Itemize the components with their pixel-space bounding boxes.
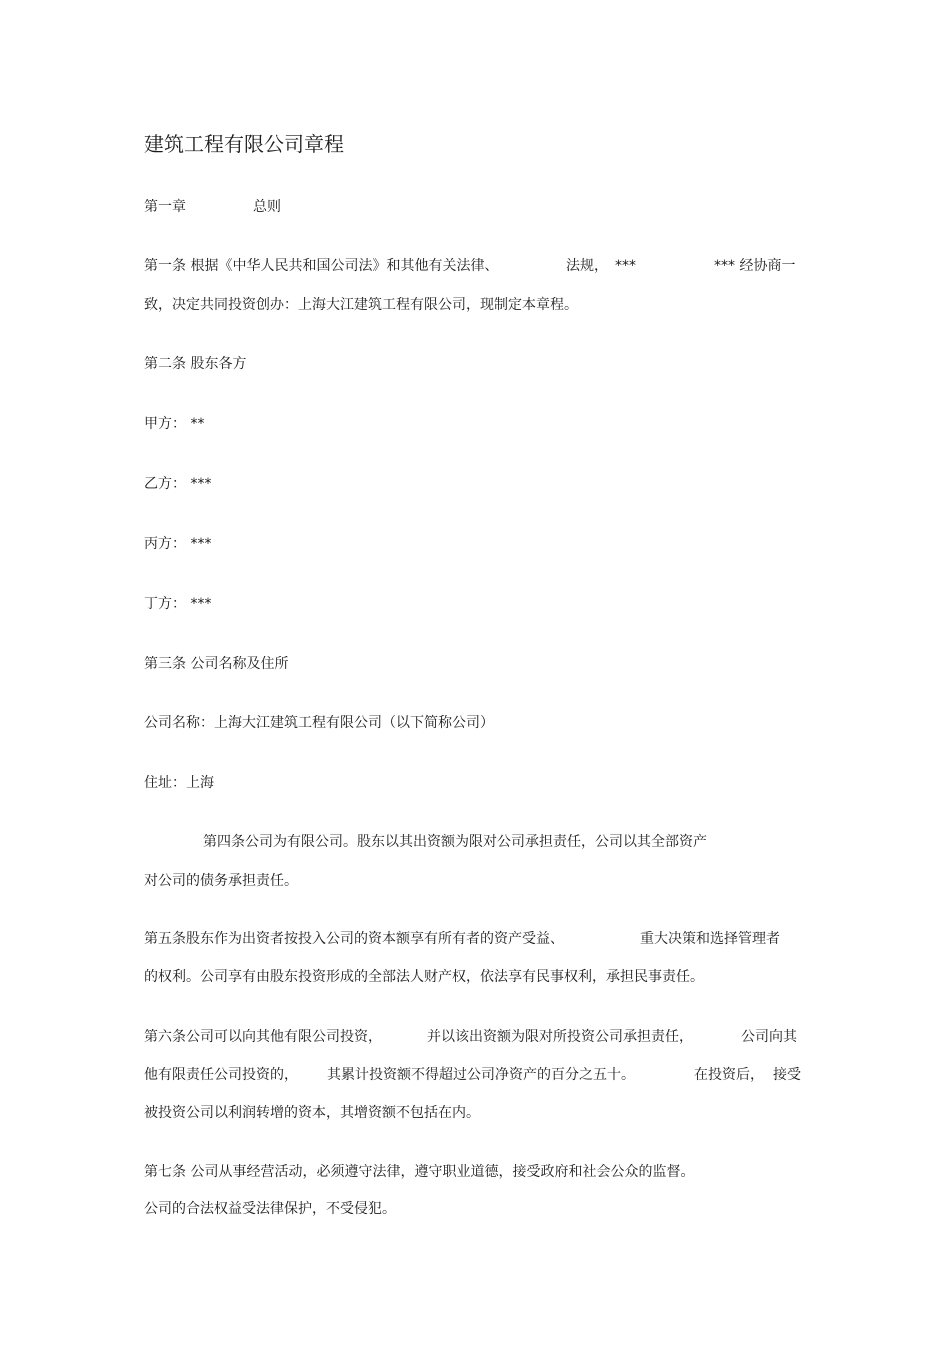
company-name: 公司名称：上海大江建筑工程有限公司（以下简称公司）	[144, 715, 494, 731]
article-1-text-b: 法规，	[566, 258, 608, 274]
party-d: 丁方： ***	[144, 596, 212, 612]
article-6-text-b: 并以该出资额为限对所投资公司承担责任，	[427, 1029, 693, 1045]
article-1-text-c: ***	[615, 258, 636, 274]
article-7-line-2: 公司的合法权益受法律保护，不受侵犯。	[144, 1201, 396, 1217]
party-c: 丙方： ***	[144, 536, 212, 552]
article-4-line-1: 第四条公司为有限公司。股东以其出资额为限对公司承担责任，公司以其全部资产	[203, 834, 707, 850]
article-6-text-g: 接受	[773, 1067, 801, 1083]
party-a: 甲方： **	[144, 416, 205, 432]
article-4-line-2: 对公司的债务承担责任。	[144, 873, 298, 889]
article-6-line-3: 被投资公司以利润转增的资本，其增资额不包括在内。	[144, 1105, 480, 1121]
article-2-heading: 第二条 股东各方	[144, 356, 247, 372]
chapter-name: 总则	[253, 199, 281, 215]
article-7-line-1: 第七条 公司从事经营活动，必须遵守法律，遵守职业道德，接受政府和社会公众的监督。	[144, 1164, 695, 1180]
article-6-text-a: 第六条公司可以向其他有限公司投资，	[144, 1029, 382, 1045]
article-6-text-e: 其累计投资额不得超过公司净资产的百分之五十。	[327, 1067, 635, 1083]
article-5-text-b: 重大决策和选择管理者	[640, 931, 780, 947]
article-6-text-f: 在投资后，	[694, 1067, 764, 1083]
document-title: 建筑工程有限公司章程	[144, 132, 344, 156]
article-5-text-a: 第五条股东作为出资者按投入公司的资本额享有所有者的资产受益、	[144, 931, 564, 947]
party-b: 乙方： ***	[144, 476, 212, 492]
article-3-heading: 第三条 公司名称及住所	[144, 656, 289, 672]
article-6-text-d: 他有限责任公司投资的，	[144, 1067, 298, 1083]
article-1-line-2: 致，决定共同投资创办：上海大江建筑工程有限公司，现制定本章程。	[144, 297, 578, 313]
article-5-line-2: 的权利。公司享有由股东投资形成的全部法人财产权，依法享有民事权利，承担民事责任。	[144, 969, 704, 985]
company-address: 住址：上海	[144, 775, 214, 791]
article-1-text-d: *** 经协商一	[714, 258, 796, 274]
article-6-text-c: 公司向其	[741, 1029, 797, 1045]
article-1-text-a: 第一条 根据《中华人民共和国公司法》和其他有关法律、	[144, 258, 499, 274]
chapter-number: 第一章	[144, 199, 186, 215]
